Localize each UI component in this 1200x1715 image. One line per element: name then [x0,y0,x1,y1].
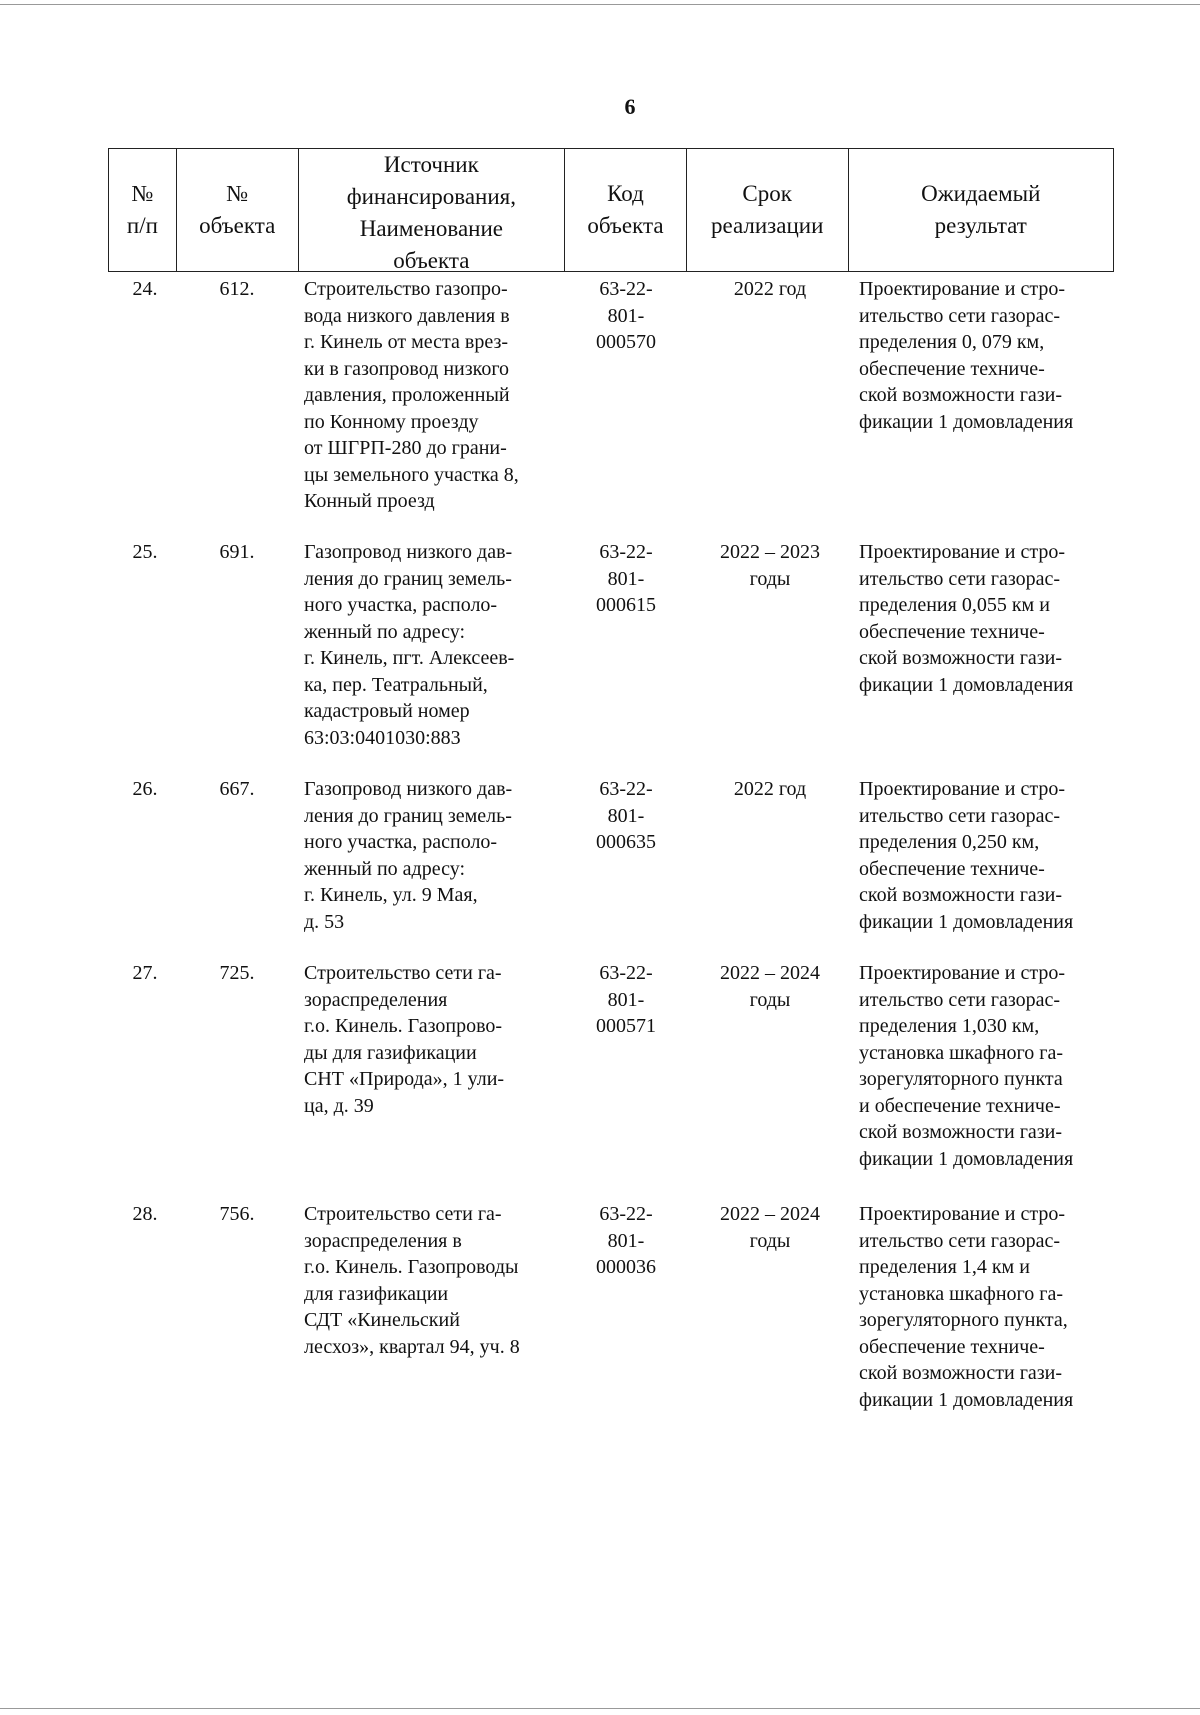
expected-result: Проектирование и стро- ительство сети газорас- пределения 1,4 км и установка шкафного га- зорегуляторного пункта, обеспечение техниче- ской возможности гази- фикации 1 домовладения [859,1203,1074,1411]
object-number: 691. [219,541,255,563]
expected-result: Проектирование и стро- ительство сети газорас- пределения 1,030 км, установка шкафного га- зорегуляторного пункта и обеспечение техниче- ской возможности гази- фикации 1 домовладения [859,962,1074,1170]
page-number: 6 [624,94,636,119]
table-row [108,960,1114,1172]
object-name: Строительство сети га- зораспределения в г.о. Кинель. Газопроводы для газификации СДТ «Кинельский лесхоз», квартал 94, уч. 8 [304,1203,520,1358]
object-number: 612. [219,278,255,300]
row-number: 27. [132,962,158,984]
object-number: 667. [219,778,255,800]
table-row [108,776,1114,935]
object-code: 63-22- 801- 000570 [596,278,656,353]
object-name: Строительство сети га- зораспределения г.о. Кинель. Газопрово- ды для газификации СНТ «Природа», 1 ули- ца, д. 39 [304,962,505,1117]
implementation-term: 2022 год [733,778,807,800]
row-number: 24. [132,278,158,300]
header-row-number: № п/п [109,149,177,271]
expected-result: Проектирование и стро- ительство сети газорас- пределения 0,055 км и обеспечение техниче- ской возможности гази- фикации 1 домовладения [859,541,1074,696]
header-expected-result: Ожидаемый результат [921,181,1041,238]
header-object-code: Код объекта [565,149,687,271]
scan-edge-top [0,4,1200,5]
object-name: Газопровод низкого дав- ления до границ земель- ного участка, располо- женный по адресу: г. Кинель, пгт. Алексеев- ка, пер. Театральный, кадастровый номер 63:03:0401030:883 [304,541,515,749]
implementation-term: 2022 – 2023 годы [720,541,820,590]
object-code: 63-22- 801- 000635 [596,778,656,853]
table-row [108,1201,1114,1413]
implementation-term: 2022 год [733,278,807,300]
implementation-term: 2022 – 2024 годы [720,1203,820,1252]
object-code: 63-22- 801- 000615 [596,541,656,616]
row-number: 25. [132,541,158,563]
row-number: 28. [132,1203,158,1225]
table-row [108,276,1114,515]
expected-result: Проектирование и стро- ительство сети газорас- пределения 0, 079 км, обеспечение техниче- ской возможности гази- фикации 1 домовладения [859,278,1074,433]
header-implementation-term: Срок реализации [687,149,849,271]
header-funding-source-name: Источник финансирования, Наименование объекта [299,149,565,271]
expected-result: Проектирование и стро- ительство сети газорас- пределения 0,250 км, обеспечение техниче- ской возможности гази- фикации 1 домовладения [859,778,1074,933]
row-number: 26. [132,778,158,800]
object-number: 725. [219,962,255,984]
object-number: 756. [219,1203,255,1225]
object-code: 63-22- 801- 000571 [596,962,656,1037]
object-name: Строительство газопро- вода низкого давления в г. Кинель от места врез- ки в газопровод низкого давления, проложенный по Конному проезду от ШГРП-280 до грани- цы земельного участка 8, Конный проезд [304,278,519,512]
object-code: 63-22- 801- 000036 [596,1203,656,1278]
header-object-number: № объекта [177,149,299,271]
implementation-term: 2022 – 2024 годы [720,962,820,1011]
scan-edge-bottom [0,1708,1200,1709]
table-row [108,539,1114,751]
table-header [108,148,1114,272]
object-name: Газопровод низкого дав- ления до границ земель- ного участка, располо- женный по адресу: г. Кинель, ул. 9 Мая, д. 53 [304,778,513,933]
